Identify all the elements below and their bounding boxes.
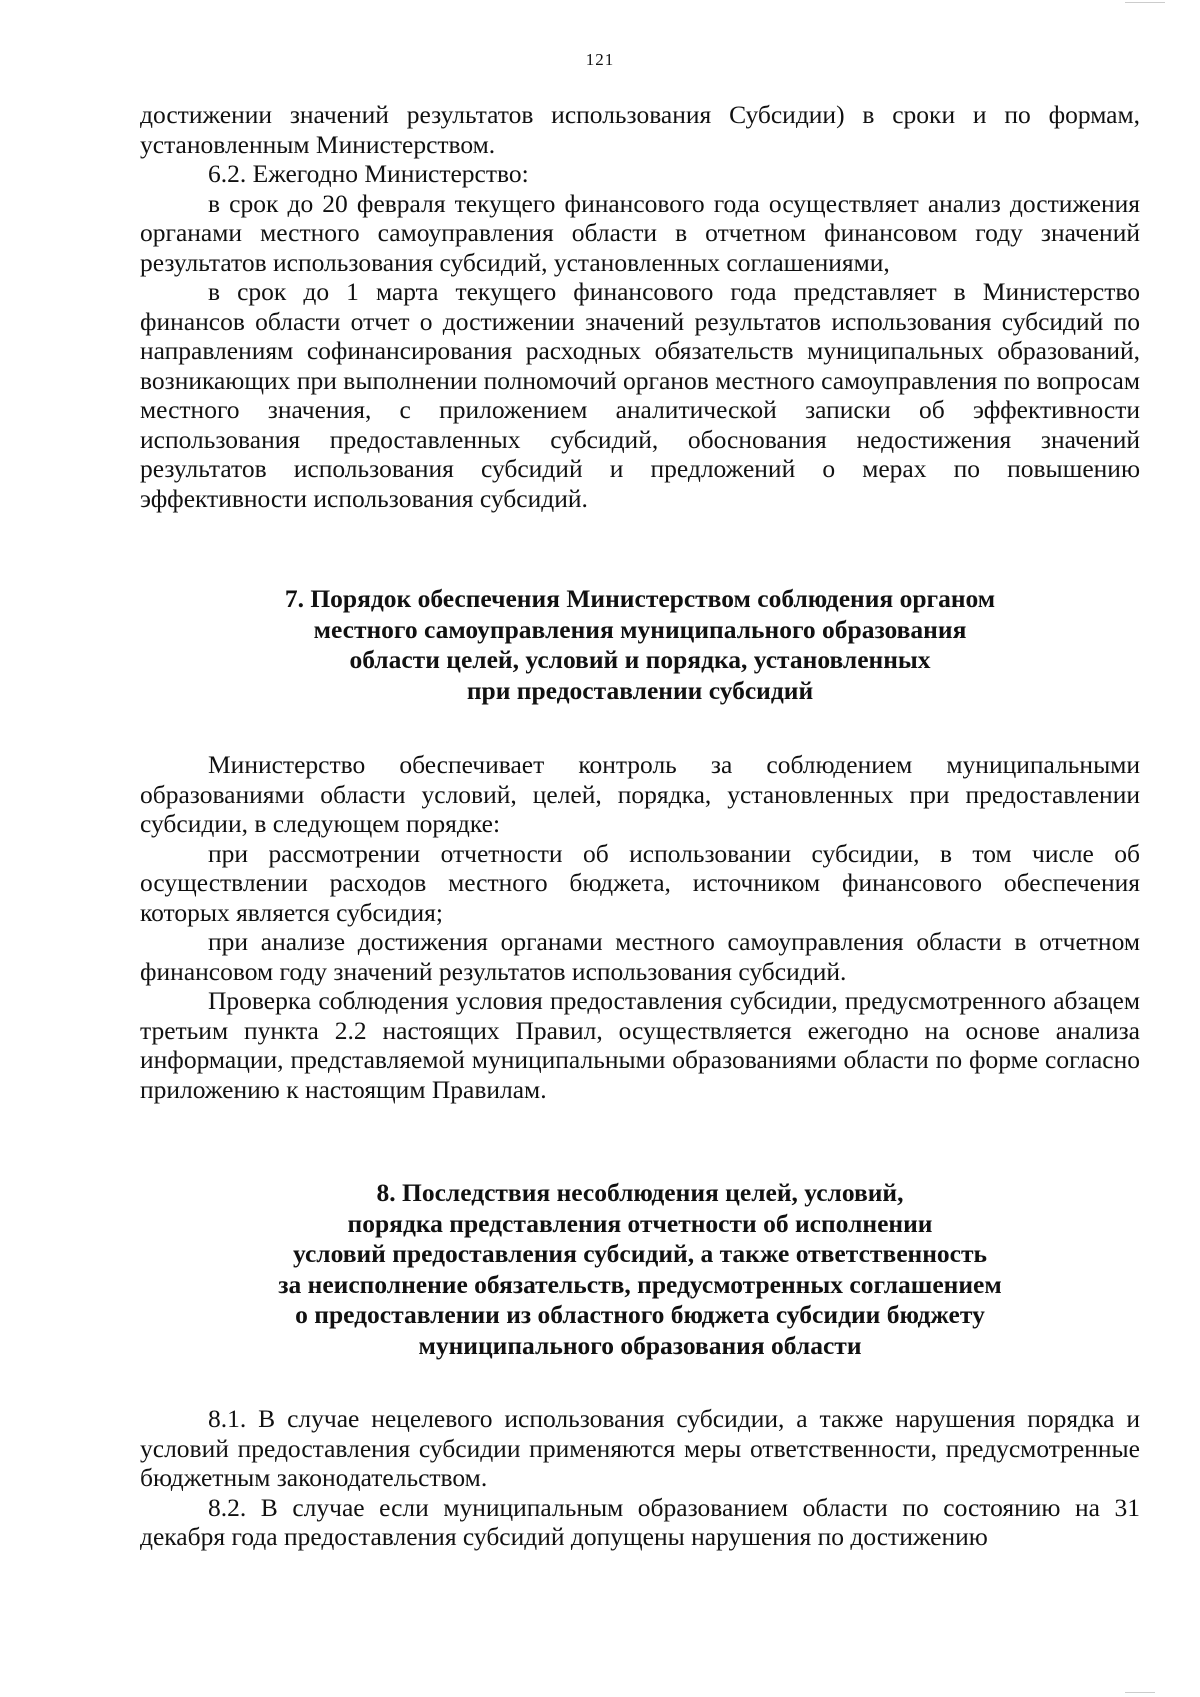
paragraph: 8.2. В случае если муниципальным образованием области по состоянию на 31 декабря года предоставления субсидий допущены нарушения по достижению: [140, 1492, 1140, 1551]
paragraph: Министерство обеспечивает контроль за соблюдением муниципальными образованиями области условий, целей, порядка, установленных при предоставлении субсидии, в следующем порядке:: [140, 750, 1140, 838]
paragraph: 6.2. Ежегодно Министерство:: [208, 159, 529, 188]
body-text-section-8: [140, 1404, 1140, 1552]
heading-line: порядка представления отчетности об исполнении: [347, 1208, 933, 1238]
heading-line: о предоставлении из областного бюджета субсидии бюджету: [295, 1300, 985, 1329]
paragraph: достижении значений результатов использования Субсидии) в сроки и по формам, установленным Министерством.: [140, 100, 1140, 159]
body-text-section-6: [140, 100, 1140, 513]
heading-line: при предоставлении субсидий: [466, 675, 814, 705]
paragraph: в срок до 20 февраля текущего финансового года осуществляет анализ достижения органами местного самоуправления области в отчетном финансовом году значений результатов использования субсидий, установленных соглашениями,: [140, 188, 1140, 277]
page-number: 121: [585, 50, 615, 69]
section-8-heading: [140, 1178, 1140, 1361]
paragraph: в срок до 1 марта текущего финансового года представляет в Министерство финансов области отчет о достижении значений результатов использования субсидий по направлениям софинансирования расходных обязательств муниципальных образований, возникающих при выполнении полномочий органов местного самоуправления по вопросам местного значения, с приложением аналитической записки об эффективности использования предоставленных субсидий, обоснования недостижения значений результатов использования субсидий и предложений о мерах по повышению эффективности использования субсидий.: [140, 277, 1140, 513]
body-text-section-7: [140, 750, 1140, 1104]
heading-line: 8. Последствия несоблюдения целей, условий,: [376, 1178, 904, 1207]
section-7-heading: [140, 584, 1140, 706]
scan-mark-bottom: [1125, 1692, 1155, 1693]
heading-line: местного самоуправления муниципального образования: [313, 614, 967, 644]
paragraph: Проверка соблюдения условия предоставления субсидии, предусмотренного абзацем третьим пункта 2.2 настоящих Правил, осуществляется ежегодно на основе анализа информации, представляемой муниципальными образованиями области по форме согласно приложению к настоящим Правилам.: [140, 986, 1140, 1104]
paragraph: при рассмотрении отчетности об использовании субсидии, в том числе об осуществлении расходов местного бюджета, источником финансового обеспечения которых является субсидия;: [140, 838, 1140, 927]
heading-line: за неисполнение обязательств, предусмотренных соглашением: [278, 1269, 1002, 1299]
heading-line: 7. Порядок обеспечения Министерством соблюдения органом: [284, 584, 996, 613]
heading-line: области целей, условий и порядка, установленных: [349, 645, 931, 674]
paragraph: при анализе достижения органами местного самоуправления области в отчетном финансовом году значений результатов использования субсидий.: [140, 927, 1140, 986]
paragraph: 8.1. В случае нецелевого использования субсидии, а также нарушения порядка и условий предоставления субсидии применяются меры ответственности, предусмотренные бюджетным законодательством.: [140, 1404, 1140, 1492]
heading-line: условий предоставления субсидий, а также ответственность: [293, 1239, 987, 1268]
scan-mark-top: [1125, 2, 1165, 3]
heading-line: муниципального образования области: [418, 1330, 862, 1360]
